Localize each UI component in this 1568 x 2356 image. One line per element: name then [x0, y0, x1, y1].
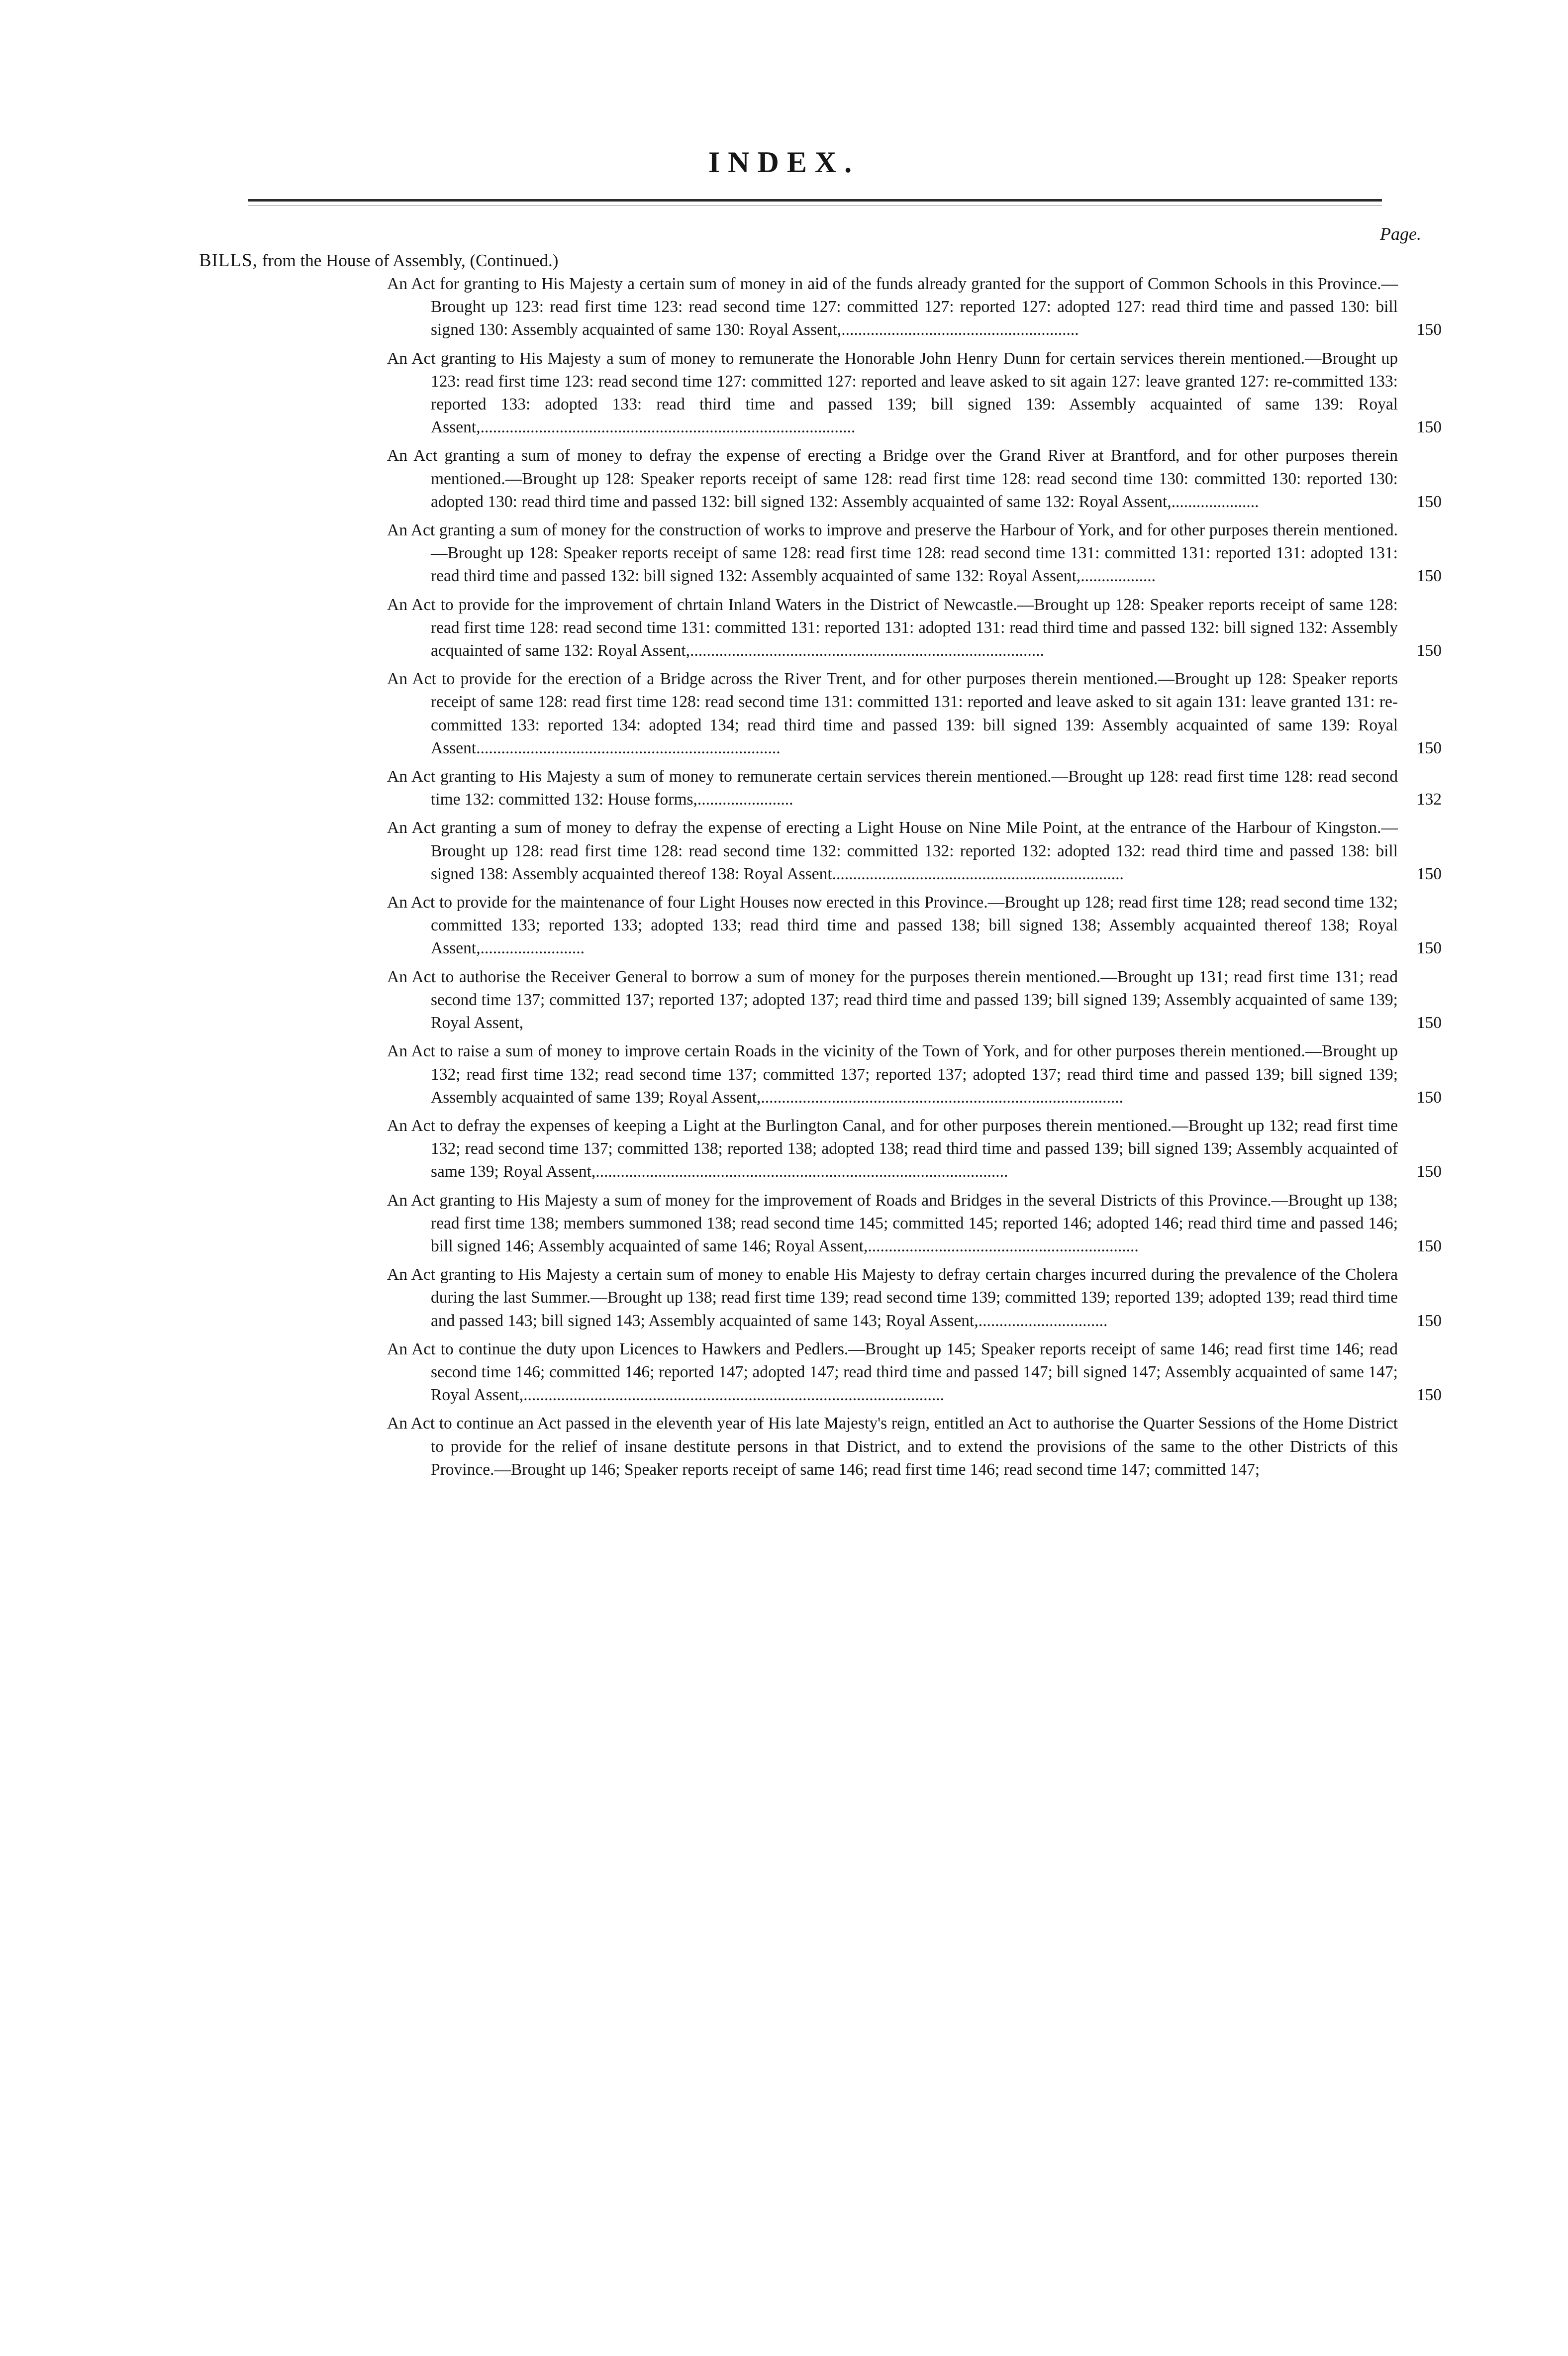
entry-page-number: 150	[1416, 320, 1442, 339]
entry-text: An Act to authorise the Receiver General to borrow a sum of money for the purposes therein mentioned.—Brought up 131; read first time 131; read second time 137; committed 137; reported 137; adopted 137; read third time and passed 139; bill signed 139; Assembly acquainted of same 139; Royal Assent,	[387, 967, 1398, 1032]
index-entry	[387, 966, 1442, 1035]
index-entry	[387, 1412, 1442, 1481]
entry-page-number: 150	[1416, 1088, 1442, 1107]
index-entry	[387, 668, 1442, 760]
index-entry	[387, 817, 1442, 886]
entry-text: An Act to continue an Act passed in the eleventh year of His late Majesty's reign, entitled an Act to authorise the Quarter Sessions of the Home District to provide for the relief of insane destitute persons in that District, and to extend the provisions of the same to the other Districts of this Province.—Brought up 146; Speaker reports receipt of same 146; read first time 146; read second time 147; committed 147;	[387, 1414, 1398, 1479]
index-entry	[387, 347, 1442, 439]
section-heading	[199, 248, 558, 273]
index-entry	[387, 1040, 1442, 1109]
index-entry	[387, 1189, 1442, 1258]
index-entry	[387, 891, 1442, 960]
entry-page-number: 132	[1416, 790, 1442, 809]
page-title: INDEX.	[708, 146, 860, 179]
entry-page-number: 150	[1416, 492, 1442, 511]
entry-text: An Act for granting to His Majesty a certain sum of money in aid of the funds already granted for the support of Common Schools in this Province.—Brought up 123: read first time 123: read second time 127: committed 127: reported 127: adopted 127: read third time and passed 130: bill signed 130: Assembly acquainted of same 130: Royal Assent,.........................................................	[387, 275, 1398, 339]
entry-page-number: 150	[1416, 418, 1442, 437]
entry-page-number: 150	[1416, 1311, 1442, 1330]
entry-page-number: 150	[1416, 1236, 1442, 1255]
entry-page-number: 150	[1416, 939, 1442, 958]
entry-page-number: 150	[1416, 641, 1442, 660]
entry-text: An Act granting to His Majesty a sum of money to remunerate certain services therein mentioned.—Brought up 128: read first time 128: read second time 132: committed 132: House forms,.......................	[387, 767, 1398, 809]
entry-text: An Act to continue the duty upon Licences to Hawkers and Pedlers.—Brought up 145; Speaker reports receipt of same 146; read first time 146; read second time 146; committed 146; reported 147; adopted 147; read third time and passed 147; bill signed 147; Assembly acquainted of same 147; Royal Assent,.....................................................................................................	[387, 1339, 1398, 1405]
entry-text: An Act granting a sum of money to defray the expense of erecting a Bridge over the Grand River at Brantford, and for other purposes therein mentioned.—Brought up 128: Speaker reports receipt of same 128: read first time 128: read second time 130: committed 130: reported 130: adopted 130: read third time and passed 132: bill signed 132: Assembly acquainted of same 132: Royal Assent,.....................	[387, 446, 1398, 511]
index-entry	[387, 594, 1442, 663]
page-column-label: Page.	[1380, 224, 1421, 244]
title-rule	[248, 199, 1382, 202]
index-entries	[387, 273, 1442, 1487]
index-entry	[387, 1115, 1442, 1184]
index-entry	[387, 273, 1442, 342]
entry-text: An Act to provide for the erection of a Bridge across the River Trent, and for other purposes therein mentioned.—Brought up 128: Speaker reports receipt of same 128: read first time 128: read second time 131: committed 131: reported and leave asked to sit again 131: leave granted 131: re-committed 133: reported 134: adopted 134; read third time and passed 139: bill signed 139: Assembly acquainted of same 139: Royal Assent.........................................................................	[387, 670, 1398, 757]
section-heading-rest: from the House of Assembly, (Continued.)	[258, 251, 559, 270]
index-entry	[387, 519, 1442, 588]
index-entry	[387, 765, 1442, 811]
entry-text: An Act to defray the expenses of keeping a Light at the Burlington Canal, and for other purposes therein mentioned.—Brought up 132; read first time 132; read second time 137; committed 138; reported 138; adopted 138; read third time and passed 139; bill signed 139; Assembly acquainted of same 139; Royal Assent,...................................................................................................	[387, 1116, 1398, 1181]
entry-text: An Act granting a sum of money for the construction of works to improve and preserve the Harbour of York, and for other purposes therein mentioned.—Brought up 128: Speaker reports receipt of same 128: read first time 128: read second time 131: committed 131: reported 131: adopted 131: read third time and passed 132: bill signed 132: Assembly acquainted of same 132: Royal Assent,..................	[387, 521, 1398, 586]
entry-page-number: 150	[1416, 567, 1442, 586]
entry-text: An Act granting to His Majesty a sum of money to remunerate the Honorable John Henry Dunn for certain services therein mentioned.—Brought up 123: read first time 123: read second time 127: committed 127: reported and leave asked to sit again 127: leave granted 127: re-committed 133: reported 133: adopted 133: read third time and passed 139; bill signed 139: Assembly acquainted of same 139: Royal Assent,..........................................................................................	[387, 349, 1398, 437]
entry-text: An Act granting to His Majesty a certain sum of money to enable His Majesty to defray certain charges incurred during the prevalence of the Cholera during the last Summer.—Brought up 138; read first time 139; read second time 139; committed 139; reported 139; adopted 139; read third time and passed 143; bill signed 143; Assembly acquainted of same 143; Royal Assent,...............................	[387, 1265, 1398, 1330]
index-entry	[387, 1338, 1442, 1407]
entry-text: An Act to provide for the maintenance of four Light Houses now erected in this Province.—Brought up 128; read first time 128; read second time 132; committed 133; reported 133; adopted 133; read third time and passed 138; bill signed 138; Assembly acquainted thereof 138; Royal Assent,.........................	[387, 893, 1398, 958]
entry-page-number: 150	[1416, 1162, 1442, 1181]
entry-text: An Act to provide for the improvement of chrtain Inland Waters in the District of Newcastle.—Brought up 128: Speaker reports receipt of same 128: read first time 128: read second time 131: committed 131: reported 131: adopted 131: read third time and passed 132: bill signed 132: Assembly acquainted of same 132: Royal Assent,.....................................................................................	[387, 595, 1398, 660]
entry-page-number: 150	[1416, 1386, 1442, 1405]
entry-page-number: 150	[1416, 1014, 1442, 1032]
entry-page-number: 150	[1416, 738, 1442, 757]
index-entry	[387, 1263, 1442, 1332]
section-heading-caps: BILLS,	[199, 250, 258, 271]
entry-page-number: 150	[1416, 864, 1442, 883]
entry-text: An Act to raise a sum of money to improve certain Roads in the vicinity of the Town of York, and for other purposes therein mentioned.—Brought up 132; read first time 132; read second time 137; committed 137; reported 137; adopted 137; read third time and passed 139; bill signed 139; Assembly acquainted of same 139; Royal Assent,.......................................................................................	[387, 1042, 1398, 1107]
index-entry	[387, 444, 1442, 513]
entry-text: An Act granting a sum of money to defray the expense of erecting a Light House on Nine Mile Point, at the entrance of the Harbour of Kingston.—Brought up 128: read first time 128: read second time 132: committed 132: reported 132: adopted 132: read third time and passed 138: bill signed 138: Assembly acquainted thereof 138: Royal Assent......................................................................	[387, 819, 1398, 883]
entry-text: An Act granting to His Majesty a sum of money for the improvement of Roads and Bridges in the several Districts of this Province.—Brought up 138; read first time 138; members summoned 138; read second time 145; committed 145; reported 146; adopted 146; read third time and passed 146; bill signed 146; Assembly acquainted of same 146; Royal Assent,.................................................................	[387, 1191, 1398, 1255]
